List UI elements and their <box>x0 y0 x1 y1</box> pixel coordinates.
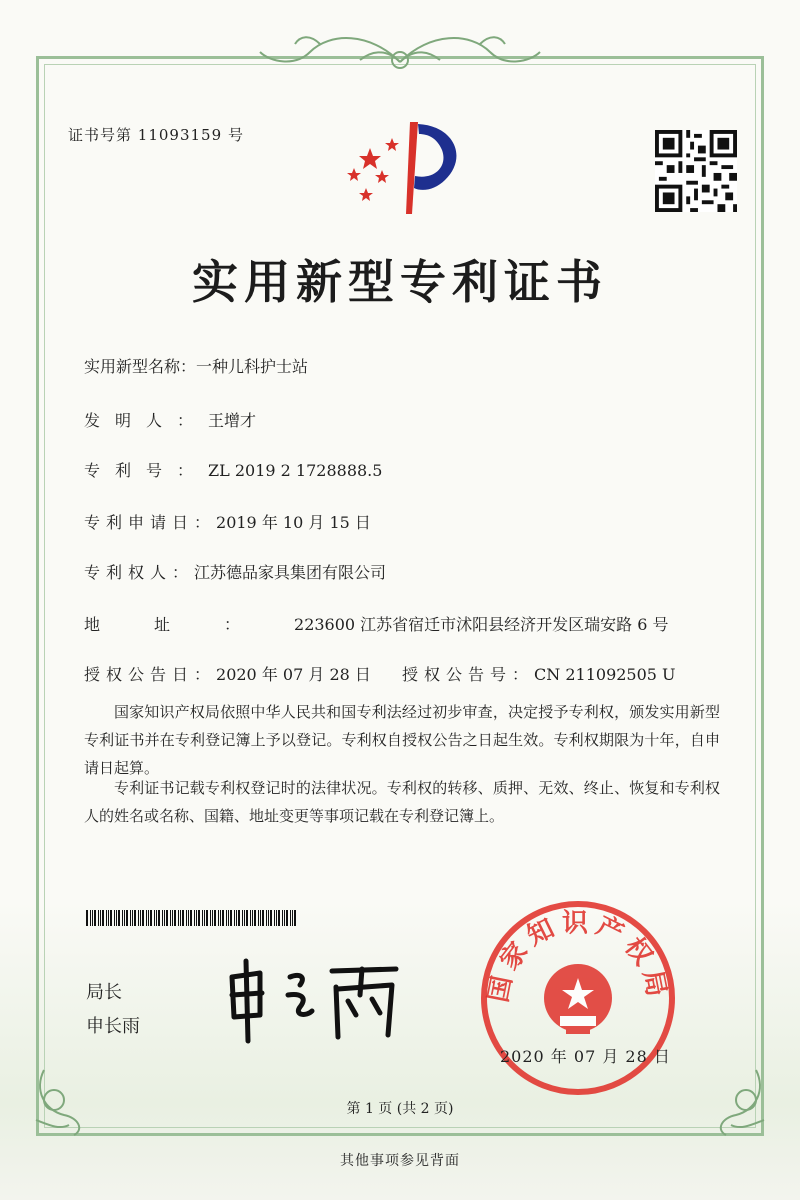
barcode-icon <box>86 910 298 926</box>
field-label: 专利权人： <box>84 563 195 582</box>
field-filing-date <box>84 510 371 533</box>
seal-date: 2020 年 07 月 28 日 <box>500 1047 671 1066</box>
field-label: 授权公告日： <box>84 665 217 684</box>
field-value: 223600 江苏省宿迁市沭阳县经济开发区瑞安路 6 号 <box>294 615 669 634</box>
field-value: ZL 2019 2 1728888.5 <box>208 461 383 480</box>
field-label: 授权公告号： <box>402 665 535 684</box>
commissioner-name: 申长雨 <box>86 1016 140 1037</box>
certificate-number <box>68 124 244 145</box>
field-address <box>84 612 669 635</box>
certificate-number-value: 11093159 <box>137 126 223 144</box>
certificate-number-label: 证书号第 <box>68 126 133 144</box>
field-value: 2019 年 10 月 15 日 <box>216 513 371 532</box>
statement-paragraph-1: 国家知识产权局依照中华人民共和国专利法经过初步审查，决定授予专利权，颁发实用新型专利证书并在专利登记簿上予以登记。专利权自授权公告之日起生效。专利权期限为十年，自申请日起算。 <box>84 703 720 777</box>
field-value: 一种儿科护士站 <box>196 357 309 376</box>
field-inventor <box>84 408 256 431</box>
field-value: 江苏德品家具集团有限公司 <box>194 563 387 582</box>
commissioner-title: 局长 <box>86 982 122 1003</box>
seal-text: 国家知识产权局 <box>483 908 673 1005</box>
field-label: 地址： <box>84 615 295 634</box>
field-utility-name <box>84 354 308 377</box>
statement-paragraph-2: 专利证书记载专利权登记时的法律状况。专利权的转移、质押、无效、终止、恢复和专利权人的姓名或名称、国籍、地址变更等事项记载在专利登记簿上。 <box>84 779 720 825</box>
certificate-title: 实用新型专利证书 <box>192 255 608 309</box>
cnipa-logo-icon <box>340 118 470 218</box>
field-label: 专利号： <box>84 461 209 480</box>
field-announce-date <box>84 662 371 685</box>
handwritten-signature <box>220 955 410 1045</box>
field-patentee <box>84 560 386 583</box>
field-value: 2020 年 07 月 28 日 <box>216 665 371 684</box>
field-value: 王增才 <box>208 411 257 430</box>
field-patent-number <box>84 458 382 481</box>
qr-code-icon <box>655 130 737 212</box>
field-label: 发明人： <box>84 411 209 430</box>
official-seal-icon <box>478 898 678 1098</box>
certificate-number-suffix: 号 <box>227 126 244 144</box>
field-label: 实用新型名称： <box>84 357 197 376</box>
commissioner-block <box>86 976 140 1044</box>
footer-note: 其他事项参见背面 <box>340 1153 460 1169</box>
page-number: 第 1 页 (共 2 页) <box>346 1101 454 1117</box>
field-announce-number <box>402 662 676 685</box>
field-label: 专利申请日： <box>84 513 217 532</box>
top-ornament <box>250 22 550 82</box>
field-value: CN 211092505 U <box>534 665 676 684</box>
